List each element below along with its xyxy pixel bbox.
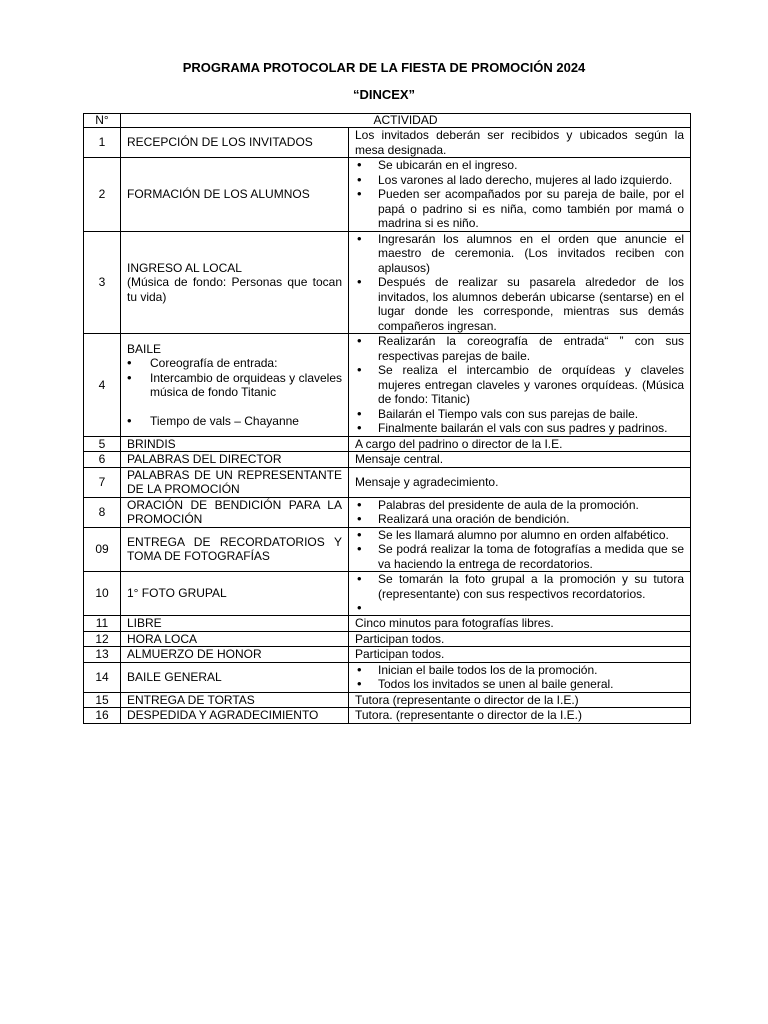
table-row — [84, 631, 691, 647]
description-list — [355, 158, 684, 231]
row-activity — [121, 436, 349, 452]
row-description: Tutora. (representante o director de la I.E.) — [349, 708, 691, 724]
row-number: 2 — [84, 158, 121, 232]
row-description — [349, 527, 691, 572]
row-description — [349, 497, 691, 527]
description-list-item: • Se les llamará alumno por alumno en orden alfabético. — [355, 528, 684, 543]
row-description: Participan todos. — [349, 631, 691, 647]
row-activity — [121, 527, 349, 572]
description-list-item: • Se podrá realizar la toma de fotografías a medida que se va haciendo la entrega de recordatorios. — [355, 542, 684, 571]
description-list — [355, 663, 684, 692]
document-subtitle: “DINCEX” — [352, 87, 416, 102]
table-row — [84, 662, 691, 692]
description-list-item: • Todos los invitados se unen al baile general. — [355, 677, 684, 692]
activity-label: ALMUERZO DE HONOR — [127, 647, 262, 661]
activity-label: DESPEDIDA Y AGRADECIMIENTO — [127, 708, 319, 722]
table-row — [84, 128, 691, 158]
row-description — [349, 158, 691, 232]
row-activity — [121, 497, 349, 527]
description-list-item: • Los varones al lado derecho, mujeres al lado izquierdo. — [355, 173, 684, 188]
row-number: 4 — [84, 334, 121, 437]
activity-list — [127, 356, 342, 428]
description-list-item: • Se ubicarán en el ingreso. — [355, 158, 684, 173]
activity-label: FORMACIÓN DE LOS ALUMNOS — [127, 187, 310, 201]
row-number: 10 — [84, 572, 121, 616]
description-list-item: • Pueden ser acompañados por su pareja de baile, por el papá o padrino si es niña, como también por mamá o madrina si es niño. — [355, 187, 684, 231]
row-number: 13 — [84, 647, 121, 663]
description-list — [355, 498, 684, 527]
description-list-item — [355, 601, 684, 615]
table-row — [84, 158, 691, 232]
header-number: N° — [84, 114, 121, 128]
table-row — [84, 452, 691, 468]
description-list-item: • Después de realizar su pasarela alrededor de los invitados, los alumnos deberán ubicarse (sentarse) en el lugar donde les corresponde, mientras sus demás compañeros ingresan. — [355, 275, 684, 333]
table-body — [84, 128, 691, 724]
table-row — [84, 616, 691, 632]
row-activity — [121, 662, 349, 692]
activity-label: BAILE — [127, 341, 162, 356]
row-number: 11 — [84, 616, 121, 632]
row-description: Mensaje y agradecimiento. — [349, 467, 691, 497]
row-number: 7 — [84, 467, 121, 497]
row-activity — [121, 158, 349, 232]
row-number: 8 — [84, 497, 121, 527]
table-row — [84, 708, 691, 724]
row-activity — [121, 631, 349, 647]
description-list-item: • Realizará una oración de bendición. — [355, 512, 684, 527]
row-activity — [121, 708, 349, 724]
row-activity — [121, 128, 349, 158]
row-description: Cinco minutos para fotografías libres. — [349, 616, 691, 632]
activity-label: HORA LOCA — [127, 631, 198, 646]
row-number: 15 — [84, 692, 121, 708]
row-activity — [121, 647, 349, 663]
row-description: Participan todos. — [349, 647, 691, 663]
row-number: 5 — [84, 436, 121, 452]
activity-label: 1° FOTO GRUPAL — [127, 586, 227, 601]
row-number: 12 — [84, 631, 121, 647]
program-table — [83, 113, 691, 724]
table-header-row — [84, 114, 691, 128]
row-activity — [121, 452, 349, 468]
spacer — [127, 400, 342, 414]
row-description: Mensaje central. — [349, 452, 691, 468]
table-row — [84, 497, 691, 527]
row-number: 6 — [84, 452, 121, 468]
row-number: 16 — [84, 708, 121, 724]
row-activity — [121, 572, 349, 616]
activity-label: ORACIÓN DE BENDICIÓN PARA LA PROMOCIÓN — [127, 497, 342, 526]
table-row — [84, 647, 691, 663]
row-description — [349, 572, 691, 616]
table-row — [84, 527, 691, 572]
description-list — [355, 232, 684, 334]
description-list-item: • Se realiza el intercambio de orquídeas y claveles mujeres entregan claveles y varones orquídeas. (Música de fondo: Titanic) — [355, 363, 684, 407]
activity-list-item: • Coreografía de entrada: — [127, 356, 342, 371]
row-activity — [121, 616, 349, 632]
table-row — [84, 334, 691, 437]
row-activity — [121, 692, 349, 708]
row-description — [349, 662, 691, 692]
activity-list-item: • Intercambio de orquideas y claveles música de fondo Titanic — [127, 371, 342, 400]
table-row — [84, 572, 691, 616]
description-list-item: • Realizarán la coreografía de entrada“ ” con sus respectivas parejas de baile. — [355, 334, 684, 363]
table-row — [84, 467, 691, 497]
activity-note: (Música de fondo: Personas que tocan tu vida) — [127, 275, 342, 304]
row-description — [349, 334, 691, 437]
document-title: PROGRAMA PROTOCOLAR DE LA FIESTA DE PROMOCIÓN 2024 — [182, 60, 586, 75]
row-description: Tutora (representante o director de la I.E.) — [349, 692, 691, 708]
activity-label: BAILE GENERAL — [127, 669, 222, 684]
row-number: 14 — [84, 662, 121, 692]
activity-label: BRINDIS — [127, 436, 176, 451]
activity-label: ENTREGA DE RECORDATORIOS Y TOMA DE FOTOGRAFÍAS — [127, 534, 342, 564]
activity-label: LIBRE — [127, 616, 162, 630]
row-activity — [121, 467, 349, 497]
description-list-item: • Finalmente bailarán el vals con sus padres y padrinos. — [355, 421, 684, 436]
activity-list-item: • Tiempo de vals – Chayanne — [127, 414, 342, 429]
table-row — [84, 231, 691, 334]
table-row — [84, 692, 691, 708]
header-activity: ACTIVIDAD — [121, 114, 691, 128]
description-list-item: • Inician el baile todos los de la promoción. — [355, 663, 684, 678]
description-list-item: • Se tomarán la foto grupal a la promoción y su tutora (representante) con sus respectivos recordatorios. — [355, 572, 684, 601]
activity-label: ENTREGA DE TORTAS — [127, 692, 255, 707]
row-number: 1 — [84, 128, 121, 158]
description-list-item: • Palabras del presidente de aula de la promoción. — [355, 498, 684, 513]
row-number: 09 — [84, 527, 121, 572]
activity-label: PALABRAS DEL DIRECTOR — [127, 452, 282, 466]
description-list — [355, 572, 684, 615]
row-number: 3 — [84, 231, 121, 334]
description-list-item: • Ingresarán los alumnos en el orden que anuncie el maestro de ceremonia. (Los invitados reciben con aplausos) — [355, 232, 684, 276]
activity-label: RECEPCIÓN DE LOS INVITADOS — [127, 135, 313, 150]
activity-label: PALABRAS DE UN REPRESENTANTE DE LA PROMOCIÓN — [127, 467, 342, 496]
row-description: A cargo del padrino o director de la I.E. — [349, 436, 691, 452]
description-list-item: • Bailarán el Tiempo vals con sus parejas de baile. — [355, 407, 684, 422]
row-activity — [121, 231, 349, 334]
activity-label: INGRESO AL LOCAL — [127, 260, 242, 275]
row-description: Los invitados deberán ser recibidos y ubicados según la mesa designada. — [349, 128, 691, 158]
description-list — [355, 334, 684, 436]
row-description — [349, 231, 691, 334]
table-row — [84, 436, 691, 452]
row-activity — [121, 334, 349, 437]
description-list — [355, 528, 684, 572]
